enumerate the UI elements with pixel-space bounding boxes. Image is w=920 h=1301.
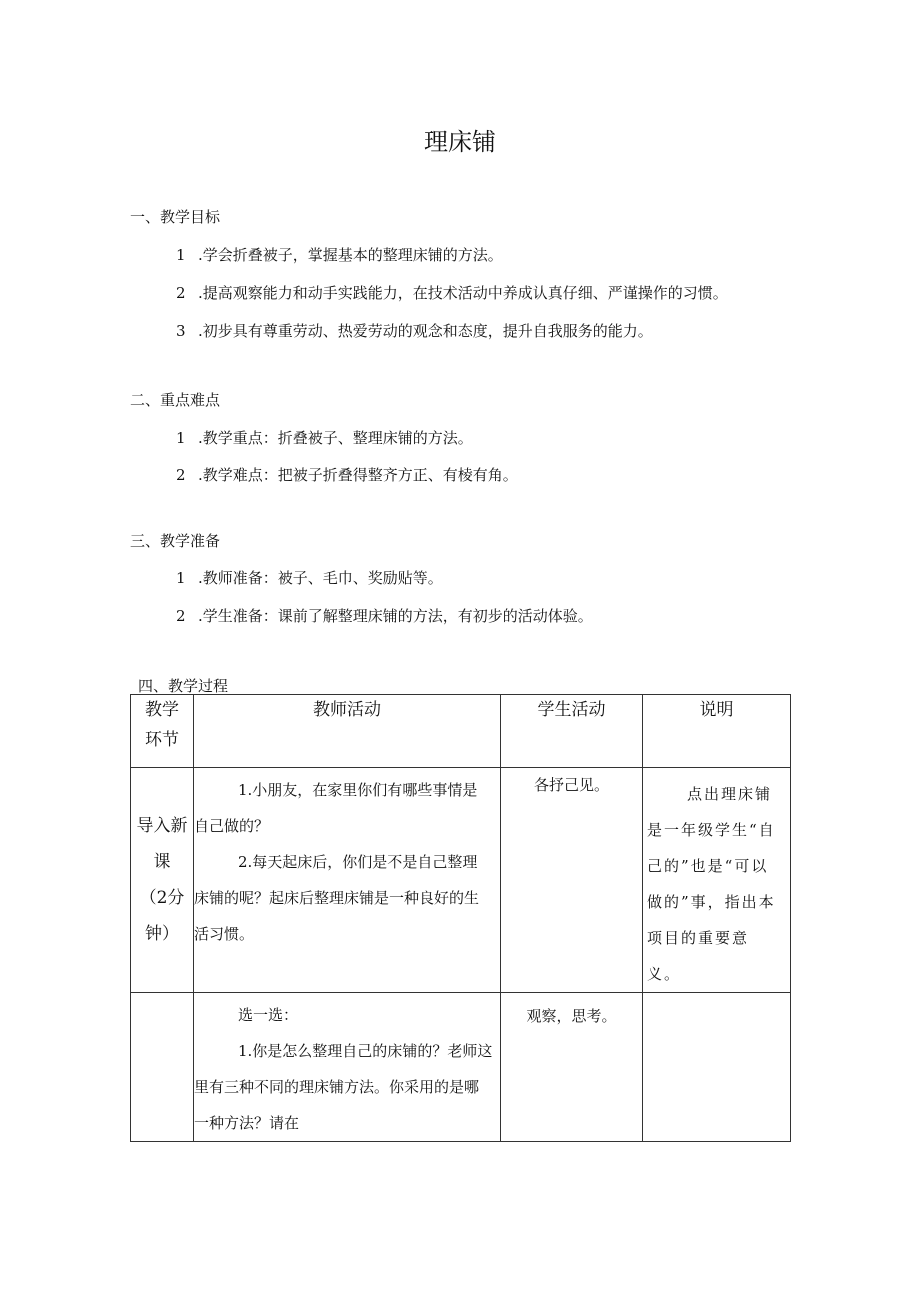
keypoint-item	[176, 464, 518, 485]
prep-item	[176, 605, 593, 626]
teacher-cell	[194, 993, 501, 1142]
item-number: 2	[176, 466, 186, 484]
table-row	[131, 993, 791, 1142]
section-heading-process: 四、教学过程	[138, 677, 229, 695]
item-number: 1	[176, 246, 186, 264]
stage-line: 钟）	[145, 924, 179, 944]
prep-item	[176, 567, 443, 588]
header-student: 学生活动	[501, 695, 643, 768]
header-stage	[131, 695, 194, 768]
stage-line: 课	[153, 852, 171, 872]
goal-item	[176, 244, 503, 265]
table-row	[131, 768, 791, 993]
process-table	[130, 694, 791, 1142]
stage-line: 导入新	[136, 816, 188, 836]
teacher-line: 1.你是怎么整理自己的床铺的？老师这	[238, 1042, 493, 1060]
item-number: 1	[176, 429, 186, 447]
teacher-line: 里有三种不同的理床铺方法。你采用的是哪	[194, 1078, 480, 1096]
teacher-cell	[194, 768, 501, 993]
item-text: .教学难点：把被子折叠得整齐方正、有棱有角。	[198, 466, 518, 484]
section-heading-keypoints: 二、重点难点	[130, 391, 221, 409]
teacher-line: 床铺的呢？起床后整理床铺是一种良好的生	[194, 889, 480, 907]
item-text: .学生准备：课前了解整理床铺的方法，有初步的活动体验。	[198, 607, 593, 625]
section-heading-goals: 一、教学目标	[130, 208, 221, 226]
stage-cell	[131, 993, 194, 1142]
student-cell: 各抒己见。	[501, 768, 643, 993]
teacher-line: 1.小朋友，在家里你们有哪些事情是	[238, 781, 478, 799]
teacher-line: 2.每天起床后，你们是不是自己整理	[238, 853, 478, 871]
teacher-line: 自己做的？	[194, 817, 270, 835]
goal-item	[176, 320, 653, 341]
note-cell: 点出理床铺是一年级学生“自己的”也是“可以做的”事，指出本项目的重要意义。	[643, 768, 791, 993]
item-number: 2	[176, 607, 186, 625]
item-number: 3	[176, 322, 186, 340]
table-header-row	[131, 695, 791, 768]
teacher-line: 一种方法？请在	[194, 1114, 300, 1132]
item-text: .学会折叠被子，掌握基本的整理床铺的方法。	[198, 246, 503, 264]
header-stage-line1: 教学	[145, 700, 179, 720]
teacher-line: 选一选：	[238, 1006, 299, 1024]
item-text: .教师准备：被子、毛巾、奖励贴等。	[198, 569, 443, 587]
item-text: .初步具有尊重劳动、热爱劳动的观念和态度，提升自我服务的能力。	[198, 322, 653, 340]
stage-cell	[131, 768, 194, 993]
keypoint-item	[176, 427, 473, 448]
document-title: 理床铺	[424, 128, 496, 156]
goal-item	[176, 282, 728, 303]
item-text: .教学重点：折叠被子、整理床铺的方法。	[198, 429, 473, 447]
header-teacher: 教师活动	[194, 695, 501, 768]
header-note: 说明	[643, 695, 791, 768]
student-cell: 观察，思考。	[501, 993, 643, 1142]
item-number: 2	[176, 284, 186, 302]
note-cell	[643, 993, 791, 1142]
item-number: 1	[176, 569, 186, 587]
section-heading-prep: 三、教学准备	[130, 532, 221, 550]
teacher-line: 活习惯。	[194, 925, 255, 943]
header-stage-line2: 环节	[145, 730, 179, 750]
item-text: .提高观察能力和动手实践能力，在技术活动中养成认真仔细、严谨操作的习惯。	[198, 284, 728, 302]
stage-line: （2分	[139, 888, 185, 908]
